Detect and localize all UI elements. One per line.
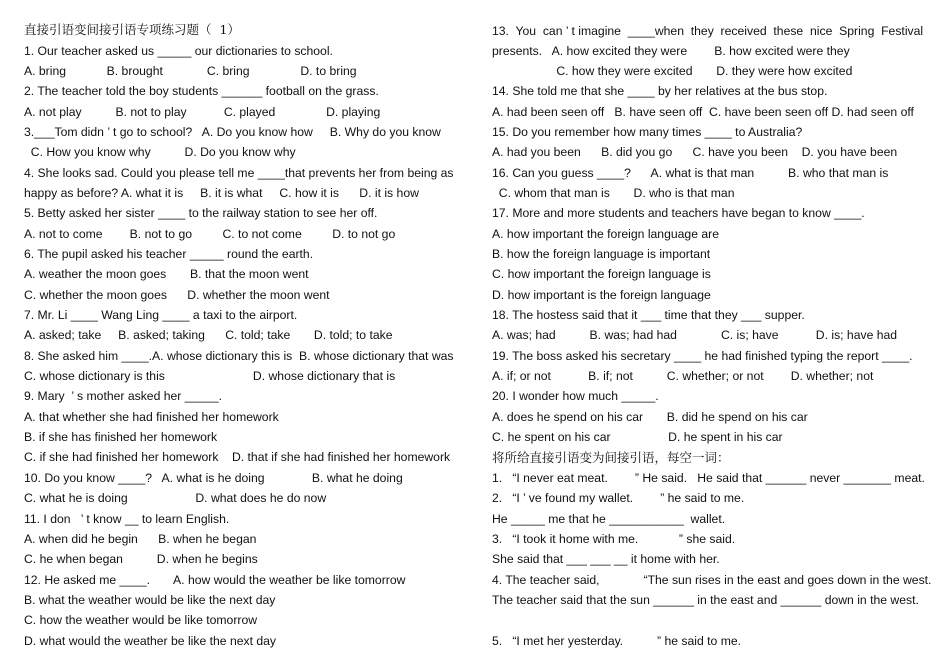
text-line: 20. I wonder how much _____. (492, 389, 659, 403)
text-line: C. how important the foreign language is (492, 267, 711, 281)
text-line: A. if; or not B. if; not C. whether; or not D. whether; not (492, 369, 874, 383)
text-line: C. he when began D. when he begins (24, 552, 258, 566)
text-line: A. had you been B. did you go C. have you been D. you have been (492, 145, 898, 159)
text-line: C. what he is doing D. what does he do now (24, 491, 327, 505)
text-line: A. when did he begin B. when he began (24, 532, 257, 546)
text-line: C. whose dictionary is this D. whose dictionary that is (24, 369, 396, 383)
text-line: 2. The teacher told the boy students ______ football on the grass. (24, 84, 379, 98)
text-line: 4. She looks sad. Could you please tell me ____that prevents her from being as (24, 166, 454, 180)
text-line: 1. Our teacher asked us _____ our dictionaries to school. (24, 44, 333, 58)
text-line: C. whether the moon goes D. whether the moon went (24, 288, 330, 302)
section-heading: 将所给直接引语变为间接引语，每空一词： (492, 450, 730, 465)
text-line: 7. Mr. Li ____ Wang Ling ____ a taxi to the airport. (24, 308, 298, 322)
text-line: 3.___Tom didn ’ t go to school? A. Do you know how B. Why do you know (24, 125, 441, 139)
text-line: B. if she has finished her homework (24, 430, 218, 444)
text-line: C. How you know why D. Do you know why (24, 145, 296, 159)
text-line: A. how important the foreign language are (492, 227, 719, 241)
text-line: 4. The teacher said, “The sun rises in the east and goes down in the west. (492, 573, 932, 587)
text-line: A. weather the moon goes B. that the moon went (24, 267, 309, 281)
text-line: 3. “I took it home with me. ” she said. (492, 532, 736, 546)
text-line: The teacher said that the sun ______ in the east and ______ down in the west. (492, 593, 919, 607)
text-line: 13. You can ’ t imagine ____when they received these nice Spring Festival (492, 24, 924, 38)
text-line: 18. The hostess said that it ___ time that they ___ supper. (492, 308, 805, 322)
text-line: 5. “I met her yesterday. ” he said to me. (492, 634, 742, 648)
text-line: 14. She told me that she ____ by her relatives at the bus stop. (492, 84, 828, 98)
text-line: 1. “I never eat meat. ” He said. He said that ______ never _______ meat. (492, 471, 925, 485)
text-line: 8. She asked him ____.A. whose dictionary this is B. whose dictionary that was (24, 349, 454, 363)
text-line: 9. Mary ’ s mother asked her _____. (24, 389, 223, 403)
text-line: happy as before? A. what it is B. it is what C. how it is D. it is how (24, 186, 419, 200)
text-line: D. what would the weather be like the next day (24, 634, 277, 648)
text-line: 5. Betty asked her sister ____ to the railway station to see her off. (24, 206, 378, 220)
text-line: B. how the foreign language is important (492, 247, 711, 261)
text-line: C. he spent on his car D. he spent in his car (492, 430, 783, 444)
text-line: B. what the weather would be like the next day (24, 593, 276, 607)
text-line: She said that ___ ___ __ it home with her. (492, 552, 720, 566)
page-title: 直接引语变间接引语专项练习题（ 1） (24, 22, 240, 37)
text-line: A. not play B. not to play C. played D. playing (24, 105, 381, 119)
text-line: C. if she had finished her homework D. that if she had finished her homework (24, 450, 451, 464)
text-line: A. was; had B. was; had had C. is; have D. is; have had (492, 328, 898, 342)
text-line: 19. The boss asked his secretary ____ he had finished typing the report ____. (492, 349, 913, 363)
text-line: 15. Do you remember how many times ____ to Australia? (492, 125, 803, 139)
text-line: He _____ me that he ___________ wallet. (492, 512, 726, 526)
text-line: 10. Do you know ____? A. what is he doing B. what he doing (24, 471, 403, 485)
text-line: A. that whether she had finished her homework (24, 410, 279, 424)
text-line: C. how they were excited D. they were how excited (492, 64, 853, 78)
text-line: 17. More and more students and teachers have began to know ____. (492, 206, 865, 220)
text-line: 16. Can you guess ____? A. what is that man B. who that man is (492, 166, 889, 180)
text-line: A. had been seen off B. have seen off C. have been seen off D. had seen off (492, 105, 914, 119)
text-line: D. how important is the foreign language (492, 288, 711, 302)
text-line: A. asked; take B. asked; taking C. told; take D. told; to take (24, 328, 393, 342)
text-line: 12. He asked me ____. A. how would the weather be like tomorrow (24, 573, 406, 587)
text-line: C. whom that man is D. who is that man (492, 186, 735, 200)
text-line: A. does he spend on his car B. did he spend on his car (492, 410, 808, 424)
text-line: 6. The pupil asked his teacher _____ round the earth. (24, 247, 314, 261)
text-line: A. not to come B. not to go C. to not come D. to not go (24, 227, 396, 241)
text-line: C. how the weather would be like tomorrow (24, 613, 258, 627)
text-line: 2. “I ’ ve found my wallet. ” he said to me. (492, 491, 745, 505)
text-line: A. bring B. brought C. bring D. to bring (24, 64, 357, 78)
text-line: presents. A. how excited they were B. how excited were they (492, 44, 850, 58)
text-line: 11. I don ’ t know __ to learn English. (24, 512, 230, 526)
